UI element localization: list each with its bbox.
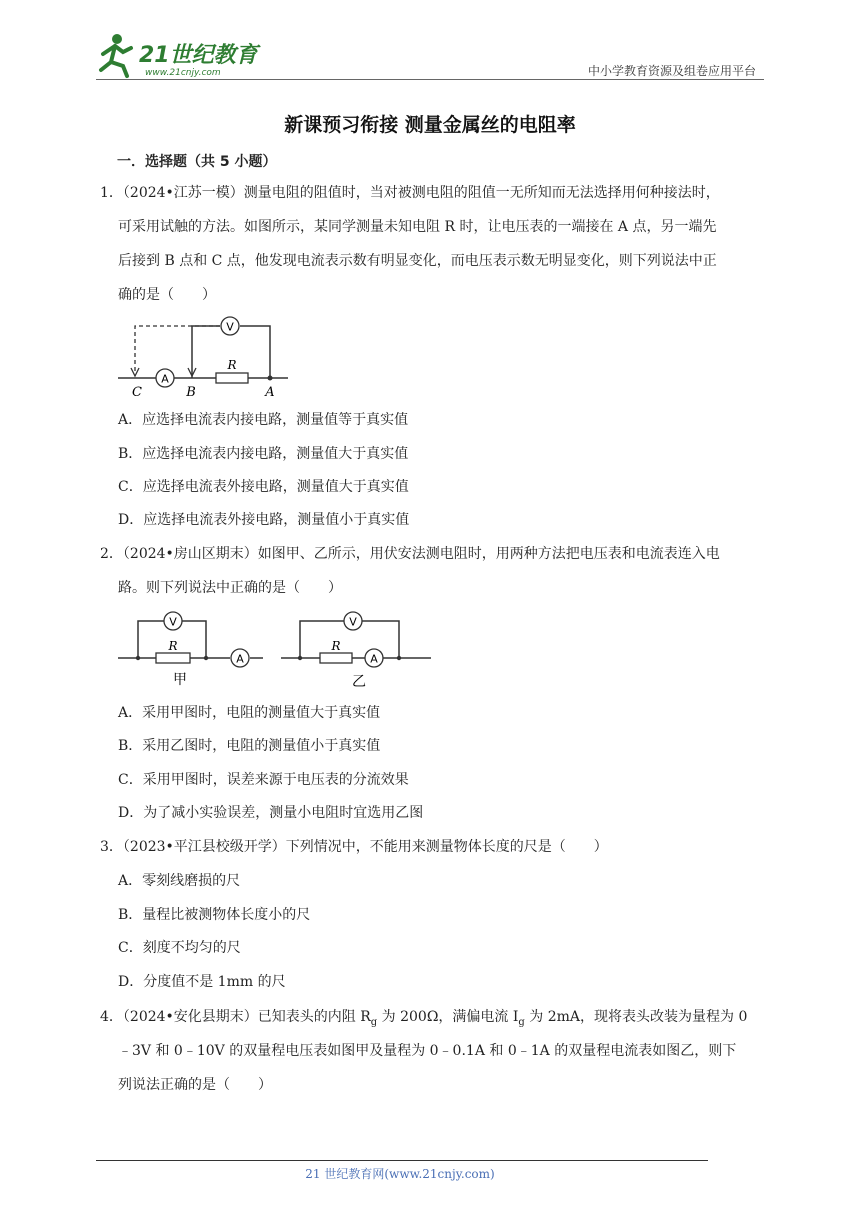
jia-resistor-label: R <box>168 639 178 653</box>
header-divider <box>96 79 764 80</box>
ammeter-label: A <box>161 372 169 386</box>
voltmeter-label: V <box>226 320 234 334</box>
q3-line: 3．（2023•平江县校级开学）下列情况中，不能用来测量物体长度的尺是（ ） <box>100 839 608 855</box>
yi-resistor-icon <box>320 653 352 663</box>
q2-circuit-diagrams <box>118 606 438 690</box>
q2-option-d[interactable]: D．为了减小实验误差，测量小电阻时宜选用乙图 <box>118 805 424 821</box>
q2-option-a[interactable]: A．采用甲图时，电阻的测量值大于真实值 <box>118 705 381 721</box>
point-b-label: B <box>186 385 196 400</box>
q1-line-1: 1．（2024•江苏一模）测量电阻的阻值时，当对被测电阻的阻值一无所知而无法选择用何种接法时， <box>100 185 720 201</box>
q1-line-3: 后接到 B 点和 C 点，他发现电流表示数有明显变化，而电压表示数无明显变化，则下列说法中正 <box>118 253 717 269</box>
logo-url: www.21cnjy.com <box>145 68 221 78</box>
yi-voltmeter-label: V <box>349 615 357 629</box>
yi-ammeter-label: A <box>370 652 378 666</box>
section-heading: 一．选择题（共 5 小题） <box>117 154 277 170</box>
q1-line-4: 确的是（ ） <box>118 287 216 303</box>
q1-option-c[interactable]: C．应选择电流表外接电路，测量值大于真实值 <box>118 479 409 495</box>
jia-ammeter-label: A <box>236 652 244 666</box>
q2-line-1: 2．（2024•房山区期末）如图甲、乙所示，用伏安法测电阻时，用两种方法把电压表和电流表连入电 <box>100 546 720 562</box>
q4-line-2: ﹣3V 和 0﹣10V 的双量程电压表如图甲及量程为 0﹣0.1A 和 0﹣1A 的双量程电流表如图乙，则下 <box>118 1043 737 1059</box>
site-logo <box>95 30 265 80</box>
q2-option-b[interactable]: B．采用乙图时，电阻的测量值小于真实值 <box>118 738 381 754</box>
yi-resistor-label: R <box>331 639 341 653</box>
q4-line-3: 列说法正确的是（ ） <box>118 1077 272 1093</box>
q1-line-2: 可采用试触的方法。如图所示，某同学测量未知电阻 R 时，让电压表的一端接在 A 点，另一端先 <box>118 219 717 235</box>
q3-option-c[interactable]: C．刻度不均匀的尺 <box>118 940 241 956</box>
q1-option-b[interactable]: B．应选择电流表内接电路，测量值大于真实值 <box>118 446 409 462</box>
q1-option-d[interactable]: D．应选择电流表外接电路，测量值小于真实值 <box>118 512 410 528</box>
resistor-icon <box>216 373 248 383</box>
footer-divider <box>96 1160 708 1161</box>
runner-icon <box>101 34 131 76</box>
header-platform-text: 中小学教育资源及组卷应用平台 <box>587 64 756 78</box>
logo-text: 21世纪教育 <box>139 43 258 68</box>
q3-option-b[interactable]: B．量程比被测物体长度小的尺 <box>118 907 311 923</box>
q3-option-d[interactable]: D．分度值不是 1mm 的尺 <box>118 974 286 990</box>
q2-option-c[interactable]: C．采用甲图时，误差来源于电压表的分流效果 <box>118 772 409 788</box>
yi-caption: 乙 <box>352 674 366 690</box>
resistor-label: R <box>227 358 237 372</box>
footer-text[interactable]: 21 世纪教育网(www.21cnjy.com) <box>305 1167 495 1181</box>
q1-circuit-diagram <box>118 314 298 400</box>
jia-caption: 甲 <box>173 672 187 688</box>
q1-option-a[interactable]: A．应选择电流表内接电路，测量值等于真实值 <box>118 412 409 428</box>
jia-resistor-icon <box>156 653 190 663</box>
point-a-label: A <box>265 385 275 400</box>
jia-voltmeter-label: V <box>169 615 177 629</box>
point-c-label: C <box>132 385 142 400</box>
page-title: 新课预习衔接 测量金属丝的电阻率 <box>284 114 576 136</box>
q2-line-2: 路。则下列说法中正确的是（ ） <box>118 580 342 596</box>
q4-line-1: 4．（2024•安化县期末）已知表头的内阻 $R_g$ 为 200Ω，满偏电流 $I_g$ 为 2mA，现将表头改装为量程为 0 <box>100 1009 748 1028</box>
q3-option-a[interactable]: A．零刻线磨损的尺 <box>118 873 241 889</box>
